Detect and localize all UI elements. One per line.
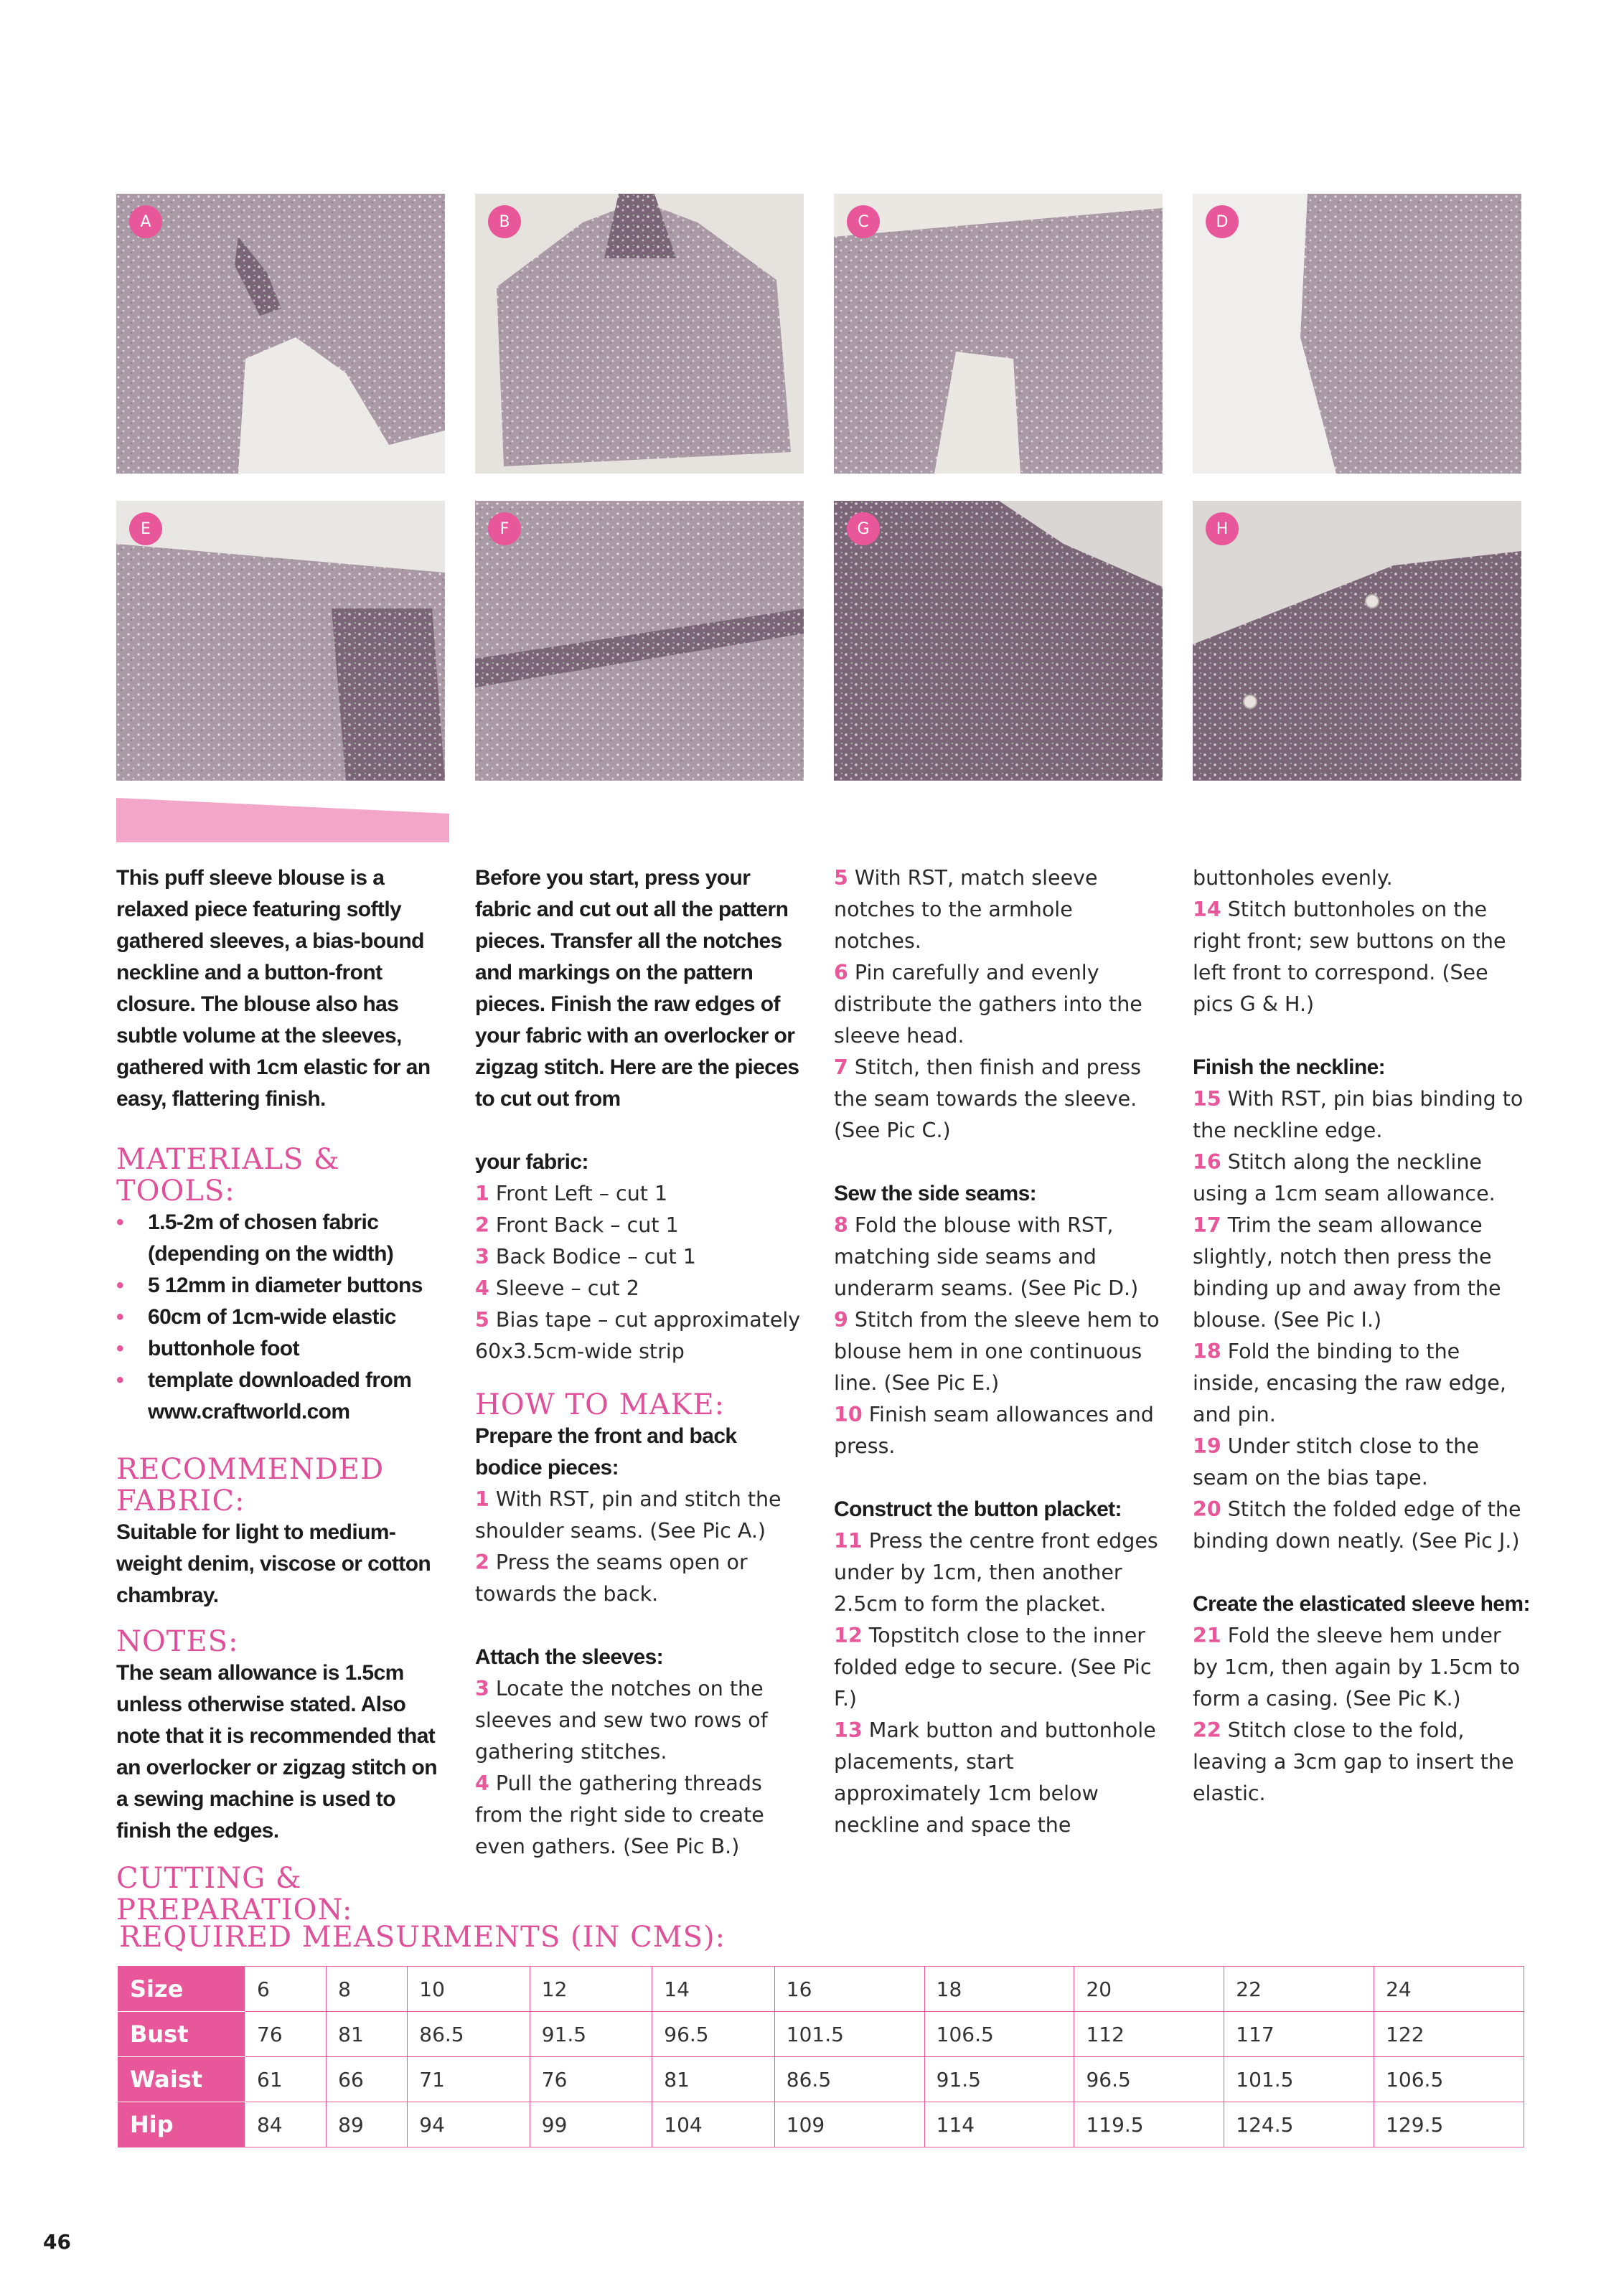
- section-heading: Finish the neckline:: [1193, 1055, 1386, 1079]
- measurement-cell: 119.5: [1074, 2102, 1224, 2147]
- measurement-cell: 71: [408, 2057, 530, 2102]
- measurement-cell: 16: [774, 1967, 924, 2012]
- section-heading: Create the elasticated sleeve hem:: [1193, 1592, 1530, 1616]
- measurement-cell: 129.5: [1374, 2102, 1524, 2147]
- step: 21 Fold the sleeve hem under by 1cm, then again by 1.5cm to form a casing. (See Pic K.): [1193, 1624, 1521, 1711]
- measurement-cell: 99: [530, 2102, 652, 2147]
- step: 22 Stitch close to the fold, leaving a 3cm gap to insert the elastic.: [1193, 1718, 1514, 1805]
- step: 13 Mark button and buttonhole placements, start approximately 1cm below neckline and space the: [834, 1718, 1156, 1837]
- materials-item: • 5 12mm in diameter buttons: [116, 1270, 448, 1302]
- photo-h: [1193, 501, 1521, 781]
- section-heading: Construct the button placket:: [834, 1497, 1122, 1521]
- fabric-image: [116, 501, 445, 781]
- measurement-cell: 96.5: [1074, 2057, 1224, 2102]
- photo-label-badge: A: [129, 205, 162, 238]
- measurement-cell: 66: [327, 2057, 408, 2102]
- measurement-cell: 106.5: [1374, 2057, 1524, 2102]
- measurements-table: [118, 1966, 1524, 2147]
- step: 3 Locate the notches on the sleeves and sew two rows of gathering stitches.: [475, 1677, 768, 1764]
- step: 7 Stitch, then finish and press the seam towards the sleeve. (See Pic C.): [834, 1055, 1142, 1142]
- craftworld-link[interactable]: www.craftworld.com: [148, 1400, 350, 1424]
- photo-f: [475, 501, 804, 781]
- step: 15 With RST, pin bias binding to the neckline edge.: [1193, 1087, 1524, 1142]
- step: 2 Press the seams open or towards the back.: [475, 1551, 748, 1606]
- step: 10 Finish seam allowances and press.: [834, 1403, 1154, 1458]
- intro-text: This puff sleeve blouse is a relaxed piece featuring softly gathered sleeves, a bias-bound neckline and a button-front closure. The blouse also has subtle volume at the sleeves, gathered with 1cm elastic for an easy, flattering finish.: [116, 866, 431, 1111]
- step-continued: buttonholes evenly.: [1193, 866, 1393, 890]
- measurement-cell: 6: [245, 1967, 327, 2012]
- column-2: [475, 862, 807, 1863]
- measurement-cell: 122: [1374, 2012, 1524, 2057]
- measurement-cell: 91.5: [530, 2012, 652, 2057]
- materials-item-text: template downloaded from: [148, 1368, 412, 1392]
- step: 4 Pull the gathering threads from the right side to create even gathers. (See Pic B.): [475, 1772, 764, 1858]
- materials-list: [116, 1207, 448, 1428]
- column-1: [116, 862, 448, 1926]
- measurement-cell: 124.5: [1224, 2102, 1374, 2147]
- photo-label-badge: B: [488, 205, 521, 238]
- cut-piece: 3 Back Bodice – cut 1: [475, 1245, 696, 1269]
- measurement-row: [118, 2057, 1524, 2102]
- step: 16 Stitch along the neckline using a 1cm seam allowance.: [1193, 1150, 1496, 1205]
- measurement-cell: 81: [652, 2057, 775, 2102]
- measurement-cell: 86.5: [774, 2057, 924, 2102]
- cutting-intro-cont: your fabric:: [475, 1150, 588, 1174]
- measurements-heading: REQUIRED MEASURMENTS (IN CMS):: [119, 1921, 726, 1954]
- step: 17 Trim the seam allowance slightly, notch then press the binding up and away from the blouse. (See Pic I.): [1193, 1213, 1501, 1332]
- step: 6 Pin carefully and evenly distribute the gathers into the sleeve head.: [834, 961, 1142, 1048]
- photo-b: [475, 194, 804, 474]
- step: 8 Fold the blouse with RST, matching side seams and underarm seams. (See Pic D.): [834, 1213, 1139, 1300]
- decorative-pink-bar: [116, 798, 449, 842]
- cutting-heading: CUTTING & PREPARATION:: [116, 1862, 353, 1926]
- fabric-image: [834, 501, 1163, 781]
- measurement-cell: 94: [408, 2102, 530, 2147]
- notes-text: The seam allowance is 1.5cm unless otherwise stated. Also note that it is recommended that an overlocker or zigzag stitch on a sewing machine is used to finish the edges.: [116, 1661, 437, 1843]
- fabric-image: [475, 194, 804, 474]
- photo-e: [116, 501, 445, 781]
- step: 18 Fold the binding to the inside, encasing the raw edge, and pin.: [1193, 1340, 1506, 1426]
- step: 14 Stitch buttonholes on the right front; sew buttons on the left front to correspond. (See pics G & H.): [1193, 898, 1506, 1016]
- materials-heading: MATERIALS & TOOLS:: [116, 1143, 340, 1208]
- photo-label-badge: E: [129, 512, 162, 545]
- measurement-row: [118, 2102, 1524, 2147]
- measurement-cell: 104: [652, 2102, 775, 2147]
- measurement-cell: 86.5: [408, 2012, 530, 2057]
- photo-label-badge: F: [488, 512, 521, 545]
- measurement-cell: 76: [245, 2012, 327, 2057]
- cut-piece: 1 Front Left – cut 1: [475, 1182, 668, 1205]
- measurement-label: Hip: [118, 2102, 245, 2147]
- measurement-cell: 101.5: [774, 2012, 924, 2057]
- measurement-row: [118, 2012, 1524, 2057]
- measurement-cell: 114: [924, 2102, 1074, 2147]
- measurement-cell: 81: [327, 2012, 408, 2057]
- step: 20 Stitch the folded edge of the binding down neatly. (See Pic J.): [1193, 1497, 1521, 1553]
- photo-label-badge: D: [1206, 205, 1239, 238]
- fabric-image: [1193, 194, 1521, 474]
- measurement-cell: 8: [327, 1967, 408, 2012]
- measurement-cell: 109: [774, 2102, 924, 2147]
- measurement-label: Bust: [118, 2012, 245, 2057]
- column-4: [1193, 862, 1530, 1810]
- photo-label-badge: H: [1206, 512, 1239, 545]
- measurement-cell: 96.5: [652, 2012, 775, 2057]
- measurement-cell: 76: [530, 2057, 652, 2102]
- notes-heading: NOTES:: [116, 1625, 239, 1658]
- photo-a: [116, 194, 445, 474]
- materials-item: • buttonhole foot: [116, 1333, 448, 1365]
- measurement-cell: 106.5: [924, 2012, 1074, 2057]
- step: 11 Press the centre front edges under by 1cm, then another 2.5cm to form the placket.: [834, 1529, 1158, 1616]
- materials-item: • 1.5-2m of chosen fabric (depending on the width): [116, 1207, 448, 1270]
- measurement-cell: 12: [530, 1967, 652, 2012]
- measurement-cell: 18: [924, 1967, 1074, 2012]
- materials-item: [116, 1365, 448, 1428]
- page-number: 46: [43, 2230, 71, 2254]
- how-to-make-heading: HOW TO MAKE:: [475, 1388, 726, 1421]
- recommended-heading: RECOMMENDED FABRIC:: [116, 1453, 385, 1518]
- recommended-text: Suitable for light to medium-weight denim, viscose or cotton chambray.: [116, 1520, 431, 1607]
- measurement-cell: 14: [652, 1967, 775, 2012]
- fabric-image: [834, 194, 1163, 474]
- measurement-cell: 84: [245, 2102, 327, 2147]
- step: 1 With RST, pin and stitch the shoulder seams. (See Pic A.): [475, 1487, 782, 1543]
- cutting-intro: Before you start, press your fabric and cut out all the pattern pieces. Transfer all the notches and markings on the pattern pieces. Finish the raw edges of your fabric with an overlocker or zigzag stitch. Here are the pieces to cut out from: [475, 866, 799, 1111]
- step: 19 Under stitch close to the seam on the bias tape.: [1193, 1434, 1479, 1490]
- materials-item: • 60cm of 1cm-wide elastic: [116, 1302, 448, 1333]
- photo-g: [834, 501, 1163, 781]
- cut-piece: 2 Front Back – cut 1: [475, 1213, 679, 1237]
- measurement-cell: 91.5: [924, 2057, 1074, 2102]
- measurement-cell: 61: [245, 2057, 327, 2102]
- photo-d: [1193, 194, 1521, 474]
- fabric-image: [475, 501, 804, 781]
- step: 5 With RST, match sleeve notches to the armhole notches.: [834, 866, 1098, 953]
- measurement-cell: 101.5: [1224, 2057, 1374, 2102]
- measurement-label: Size: [118, 1967, 245, 2012]
- measurement-row: [118, 1967, 1524, 2012]
- measurement-cell: 112: [1074, 2012, 1224, 2057]
- section-heading: Sew the side seams:: [834, 1182, 1037, 1205]
- measurement-cell: 10: [408, 1967, 530, 2012]
- step: 12 Topstitch close to the inner folded edge to secure. (See Pic F.): [834, 1624, 1152, 1711]
- section-heading: Prepare the front and back bodice pieces:: [475, 1424, 737, 1479]
- measurement-label: Waist: [118, 2057, 245, 2102]
- fabric-image: [1193, 501, 1521, 781]
- photo-c: [834, 194, 1163, 474]
- fabric-image: [116, 194, 445, 474]
- step: 9 Stitch from the sleeve hem to blouse hem in one continuous line. (See Pic E.): [834, 1308, 1160, 1395]
- cut-piece: 4 Sleeve – cut 2: [475, 1276, 639, 1300]
- measurement-cell: 20: [1074, 1967, 1224, 2012]
- photo-label-badge: C: [847, 205, 880, 238]
- measurement-cell: 117: [1224, 2012, 1374, 2057]
- photo-label-badge: G: [847, 512, 880, 545]
- section-heading: Attach the sleeves:: [475, 1645, 664, 1669]
- cut-piece: 5 Bias tape – cut approximately 60x3.5cm-wide strip: [475, 1308, 801, 1363]
- measurement-cell: 22: [1224, 1967, 1374, 2012]
- measurement-cell: 24: [1374, 1967, 1524, 2012]
- measurement-cell: 89: [327, 2102, 408, 2147]
- column-3: [834, 862, 1165, 1841]
